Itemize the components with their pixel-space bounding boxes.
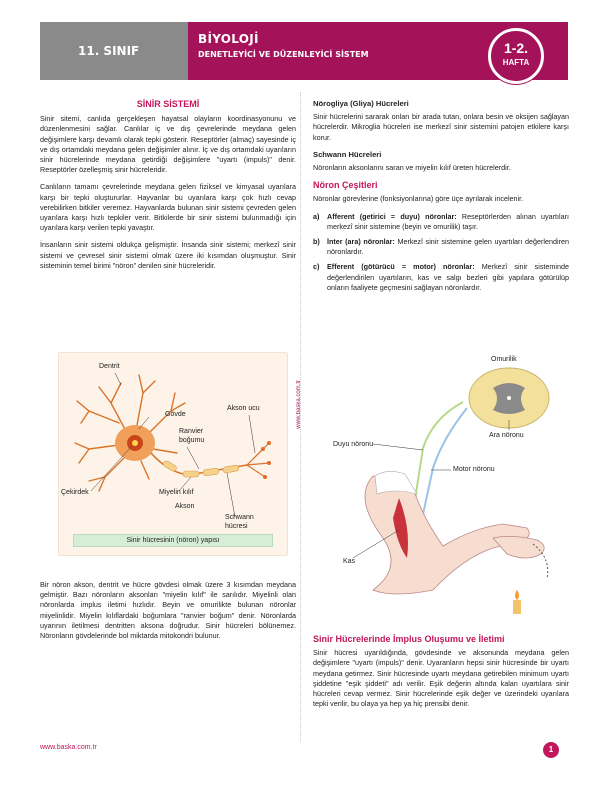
impulse-title: Sinir Hücrelerinde İmplus Oluşumu ve İletimi (313, 634, 505, 644)
week-number: 1-2. (503, 40, 529, 56)
topic-title: DENETLEYİCİ VE DÜZENLEYİCİ SİSTEM (198, 50, 369, 59)
label-cekirdek: Çekirdek (61, 489, 89, 496)
neuron-types-title: Nöron Çeşitleri (313, 180, 378, 191)
label-duyu-noron: Duyu nöronu (333, 441, 374, 448)
label-miyelin: Miyelin kılıf (159, 489, 194, 496)
label-govde: Gövde (165, 411, 186, 418)
label-ranvier: Ranvier boğumu (179, 428, 205, 444)
label-ara-noron: Ara nöronu (489, 432, 524, 439)
reflex-arc-figure (313, 358, 569, 618)
page-number: 1 (543, 742, 559, 758)
footer-url[interactable]: www.baska.com.tr (40, 744, 97, 751)
paragraph-3: İnsanların sinir sistemi oldukça gelişmiştir. İnsanda sinir sistemi; merkezî sinir sistemi ve çevresel sinir sistemi olmak üzere iki kısımdan oluşmuştur. Sinir sisteminin temel birimi "nöron" denilen sinir hücreleridir. (40, 240, 296, 270)
right-column-bottom (313, 634, 569, 716)
schwann-title: Schwann Hücreleri (313, 149, 382, 159)
impulse-text: Sinir hücresi uyarıldığında, gövdesinde ve aksonunda meydana gelen değişimlere "uyartı (impuls)" denir. Uyaranların hepsi sinir hücresinde bir uyartı meydana getirmez. Sinir hücresinde uyartı meydana getirebilen minimum uyartı şiddetine "eşik şiddeti" adı verilir. Eşik değerin altında kalan uyartılara sinir hücreleri cevap vermez. Sinir hücrelerinde eşik değer ve üzerindeki uyarılara tepki verilir, bu olaya ya hep ya hiç prensibi denir. (313, 648, 569, 709)
label-schwann: Schwann hücresi (225, 514, 254, 530)
list-item: a) Afferent (getirici = duyu) nöronlar: Reseptörlerden alınan uyartıları merkezî sinir sistemine (beyin ve omurilik) taşır. (313, 211, 569, 231)
label-dentrit: Dentrit (99, 363, 120, 370)
label-kas: Kas (343, 558, 356, 565)
list-item: c) Efferent (götürücü = motor) nöronlar: Merkezî sinir sisteminde değerlendirilen uyartıların, kas ve salgı bezleri gibi yapılara götürülüp onların faaliyete geçmesini sağlayan nöronlardır. (313, 262, 569, 292)
glia-text: Sinir hücrelerini sararak onları bir arada tutan, onlara besin ve oksijen sağlayan hücrelerdir. Mikroglia hücreleri ise merkezî sinir sistemini patojen etkilere karşı korur. (313, 112, 569, 142)
paragraph-4: Bir nöron akson, dentrit ve hücre gövdesi olmak üzere 3 kısımdan meydana gelmiştir. Bazı nöronların aksonları "miyelin kılıf" ile sarılıdır. Miyelinli olan nöronlarda implus iletimi hızlıdır. Beyin ve omurilikte bulunan nöronlar miyelinlidir. Miyelin kılıflardaki boğumlara "ranvier boğum" denir. Nöronlarda uyarının iletilmesi dentritten aksona doğrudur. Sinir hücreleri bölünemez. Nöronların gövdelerinde bol miktarda mitokondri bulunur. (40, 580, 296, 641)
right-column (313, 99, 569, 298)
section-title-nervous-system: SİNİR SİSTEMİ (136, 99, 200, 109)
schwann-text: Nöronların aksonlarını saran ve miyelin kılıf üreten hücrelerdir. (313, 163, 511, 173)
subject-title: BİYOLOJİ (198, 32, 259, 46)
list-item: b) İnter (ara) nöronlar: Merkezî sinir sistemine gelen uyartıları değerlendiren nöronlardır. (313, 237, 569, 257)
glia-title: Nörogliya (Gliya) Hücreleri (313, 99, 409, 108)
left-column-bottom (40, 580, 296, 648)
label-omurilik: Omurilik (491, 356, 517, 363)
grade-label: 11. SINIF (40, 22, 188, 80)
week-badge (488, 28, 544, 84)
label-motor-noron: Motor nöronu (453, 466, 495, 473)
neuron-caption: Sinir hücresinin (nöron) yapısı (73, 534, 273, 547)
left-column (40, 99, 296, 278)
paragraph-1: Sinir sitemi, canlıda gerçekleşen hayatsal olayların koordinasyonunu ve düzenlenmesini sağlar. Canlılar iç ve dış çevrelerinde meydana gelen değişimlere karşı devamlı olarak tepki gösterir. Reseptörler (almaç) sayesinde iç ve dış ortamdaki meydana gelen değişimler alınır. İç ve dış ortamdaki uyarıların sinir hücrelerinde meydana getirdiği değişimlere "uyartı (impuls)" denir. Reseptörler özelleşmiş sinir hücreleridir. (40, 114, 296, 175)
neuron-figure (58, 352, 288, 556)
label-akson: Akson (175, 503, 195, 510)
neuron-types-intro: Nöronlar görevlerine (fonksiyonlarına) göre üçe ayrılarak incelenir. (313, 194, 524, 204)
paragraph-2: Canlıların tamamı çevrelerinde meydana gelen fiziksel ve kimyasal uyarılara karşı bir tepki oluştururlar. Hayvanlar bu uyarılara karşı çok hızlı cevap verebilirken bitkiler veremez. Hayvanlarda bulunan sinir sistemi çevreden gelen uyarılara karşı hızlı tepkiler verir. Bitkilerde bir sinir sistemi bulunmadığı için uyarılara karşı verilen tepki yavaştır. (40, 182, 296, 233)
week-label: HAFTA (502, 58, 530, 67)
side-url: www.baska.com.tr (296, 380, 302, 429)
label-akson-ucu: Akson ucu (227, 405, 260, 412)
reflex-arc-illustration (313, 358, 569, 618)
